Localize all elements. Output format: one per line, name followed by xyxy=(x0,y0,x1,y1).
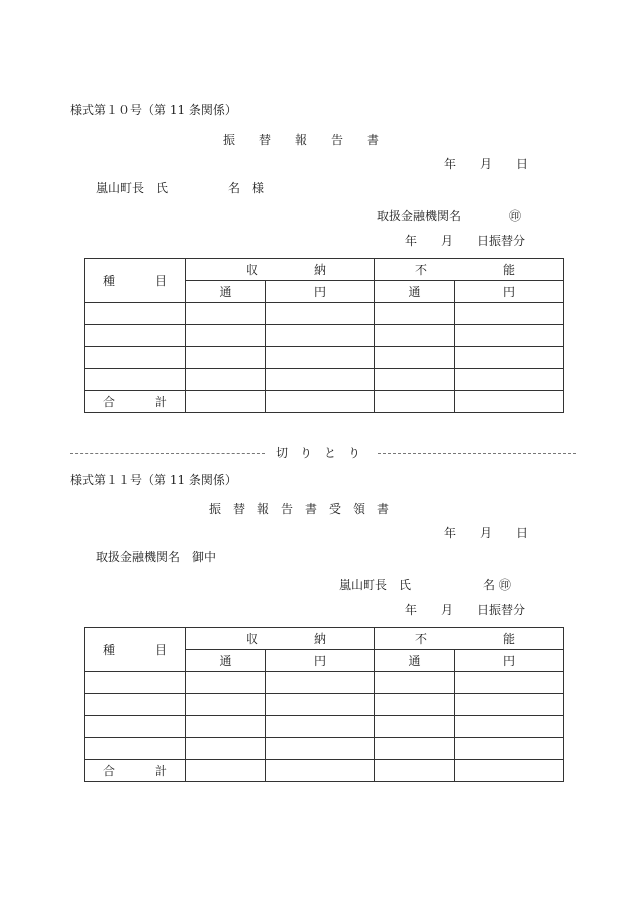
form11-table xyxy=(84,627,564,782)
form10-sender: 取扱金融機関名 ㊞ xyxy=(377,209,522,223)
table-row xyxy=(85,672,564,694)
table-row xyxy=(85,369,564,391)
form10-table xyxy=(84,258,564,413)
form10-heading: 様式第１０号（第 11 条関係） xyxy=(70,103,237,117)
failed-count-header: 通 xyxy=(375,281,455,303)
form10-addressee: 嵐山町長 氏 名 様 xyxy=(96,181,265,195)
table-row xyxy=(85,347,564,369)
received-count-header: 通 xyxy=(186,281,266,303)
table-row xyxy=(85,716,564,738)
received-amount-header: 円 xyxy=(266,281,375,303)
table-row xyxy=(85,325,564,347)
total-row xyxy=(85,391,564,413)
form11-title: 振 替 報 告 書 受 領 書 xyxy=(209,502,390,516)
table-row xyxy=(85,738,564,760)
item-header: 種 目 xyxy=(85,628,186,672)
item-header: 種 目 xyxy=(85,259,186,303)
failed-amount-header: 円 xyxy=(455,281,564,303)
cut-line-left xyxy=(70,453,265,454)
form10-date: 年 月 日 xyxy=(444,157,529,171)
cut-line-right xyxy=(378,453,576,454)
total-label: 合 計 xyxy=(85,391,186,413)
total-row xyxy=(85,760,564,782)
failed-amount-header: 円 xyxy=(455,650,564,672)
cut-label: 切 り と り xyxy=(276,446,361,460)
total-label: 合 計 xyxy=(85,760,186,782)
received-amount-header: 円 xyxy=(266,650,375,672)
form10-title: 振 替 報 告 書 xyxy=(223,133,380,147)
form11-sender: 嵐山町長 氏 名 ㊞ xyxy=(339,578,511,592)
form11-heading: 様式第１１号（第 11 条関係） xyxy=(70,473,237,487)
table-row xyxy=(85,303,564,325)
received-header: 収 納 xyxy=(186,628,375,650)
received-count-header: 通 xyxy=(186,650,266,672)
table-header-row xyxy=(85,628,564,650)
table-header-row xyxy=(85,259,564,281)
failed-count-header: 通 xyxy=(375,650,455,672)
form11-transfer-date: 年 月 日振替分 xyxy=(405,603,526,617)
received-header: 収 納 xyxy=(186,259,375,281)
failed-header: 不 能 xyxy=(375,259,564,281)
form11-date: 年 月 日 xyxy=(444,526,529,540)
failed-header: 不 能 xyxy=(375,628,564,650)
table-row xyxy=(85,694,564,716)
form10-transfer-date: 年 月 日振替分 xyxy=(405,234,526,248)
form11-addressee: 取扱金融機関名 御中 xyxy=(96,550,217,564)
